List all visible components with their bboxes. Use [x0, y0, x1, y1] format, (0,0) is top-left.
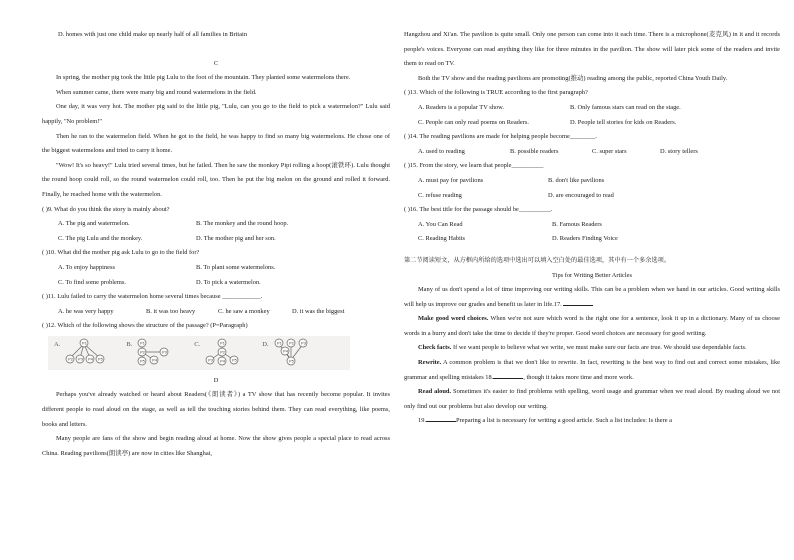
option[interactable]: A. You Can Read	[418, 220, 463, 228]
option[interactable]: B. The monkey and the round hoop.	[196, 220, 289, 228]
article-intro	[404, 283, 780, 312]
svg-text:P3: P3	[162, 349, 168, 355]
paragraph: "Wow! It's so heavy!" Lulu tried several times, but he failed. Then he saw the monkey Pipi rolling a hoop(滚铁环). Lulu thought the round hoop could roll, so the round watermelon could roll, too. Then he put the big melon on the ground and rolled it forward. Finally, he reached home with the watermelon.	[42, 161, 390, 198]
option[interactable]: C. To find some problems.	[58, 278, 126, 286]
option[interactable]: D. story tellers	[660, 147, 698, 155]
paragraph: When summer came, there were many big and round watermelons in the field.	[56, 88, 257, 96]
svg-text:P3: P3	[300, 340, 306, 346]
left-column	[42, 28, 390, 461]
structure-diagrams	[48, 336, 350, 370]
svg-text:P2: P2	[68, 356, 74, 362]
question-11-options	[58, 305, 390, 320]
svg-text:P5: P5	[140, 358, 146, 364]
paragraph: In spring, the mother pig took the little pig Lulu to the foot of the mountain. They planted some watermelons there.	[56, 74, 351, 82]
question-16-options	[418, 218, 780, 233]
option-label: B.	[126, 340, 133, 348]
svg-text:P5: P5	[288, 358, 294, 364]
svg-text:P5: P5	[98, 356, 104, 362]
option[interactable]: C. super stars	[592, 147, 627, 155]
option[interactable]: A. Readers is a popular TV show.	[418, 103, 504, 111]
tip-heading: Read aloud.	[418, 388, 452, 396]
svg-text:P1: P1	[220, 340, 226, 346]
article-tip	[404, 385, 780, 414]
tip-text: , though it takes more time and more work.	[523, 373, 634, 381]
tip-text: Sometimes it's easier to find problems with spelling, word usage and grammar when we read aloud. By reading aloud we not only find out our problems but also develop our writing.	[404, 388, 780, 410]
option[interactable]: B. don't like pavilions	[548, 176, 605, 184]
diagram-option-d[interactable]	[262, 338, 310, 366]
paragraph: One day, it was very hot. The mother pig said to the little pig, "Lulu, can you go to the field to pick a watermelon?" Lulu said happily, "No problem!"	[42, 103, 390, 125]
section-c-letter: C	[213, 59, 219, 67]
question-9-options	[58, 217, 390, 232]
right-column	[404, 28, 780, 429]
question-13: ( )13. Which of the following is TRUE according to the first paragraph?	[404, 89, 588, 97]
option[interactable]: A. The pig and watermelon.	[58, 220, 130, 228]
question-15: ( )15. From the story, we learn that people__________	[404, 162, 544, 170]
tip-text: Preparing a list is necessary for writing a good article. Such a list includes: Is there a	[456, 417, 672, 425]
svg-text:P1: P1	[140, 340, 146, 346]
svg-text:P3: P3	[78, 356, 84, 362]
svg-text:P4: P4	[220, 358, 226, 364]
svg-text:P4: P4	[88, 356, 94, 362]
option[interactable]: D. People tell stories for kids on Readers.	[570, 118, 677, 126]
option[interactable]: A. To enjoy happiness	[58, 263, 115, 271]
question-12: ( )12. Which of the following shows the structure of the passage? (P=Paragraph)	[42, 322, 248, 330]
question-10-options	[58, 276, 390, 291]
blank-17[interactable]	[563, 299, 593, 306]
option-label: A.	[54, 340, 61, 348]
structure-tree-d-icon	[271, 338, 311, 366]
question-10: ( )10. What did the mother pig ask Lulu to go to the field for?	[42, 249, 200, 257]
diagram-option-c[interactable]	[194, 338, 242, 366]
option[interactable]: B. it was too heavy	[146, 307, 196, 315]
question-13-options	[418, 116, 780, 131]
question-15-options	[418, 174, 780, 189]
svg-text:P3: P3	[208, 357, 214, 363]
option[interactable]: B. possible readers	[510, 147, 559, 155]
svg-text:P1: P1	[82, 340, 88, 346]
question-13-options	[418, 101, 780, 116]
option[interactable]: C. The pig Lulu and the monkey.	[58, 234, 143, 242]
paragraph: Many people are fans of the show and begin reading aloud at home. Now the show gives people a special place to read across China. Reading pavilions(朗读亭) are now in cities like Shanghai,	[42, 435, 390, 457]
option[interactable]: A. he was very happy	[58, 307, 114, 315]
svg-text:P5: P5	[232, 357, 238, 363]
tip-text: A common problem is that we don't like to rewrite. In fact, rewriting is the best way to find out and correct some mistakes, like grammar and spelling mistakes 18.	[404, 359, 780, 381]
paragraph: Perhaps you've already watched or heard about Readers(《朗读者》) a TV show that has recently become popular. It invites different people to read aloud on the stage, as well as tell the touching stories behind them. They can read everything, like poems, books and letters.	[42, 391, 390, 428]
tip-heading: Make good word choices.	[418, 315, 489, 323]
option[interactable]: C. he saw a monkey	[218, 307, 270, 315]
option[interactable]: C. refuse reading	[418, 191, 462, 199]
svg-text:P2: P2	[220, 349, 226, 355]
diagram-option-b[interactable]	[126, 338, 174, 366]
option[interactable]: C. Reading Habits	[418, 235, 466, 243]
option-label: C.	[194, 340, 201, 348]
svg-text:P4: P4	[152, 357, 158, 363]
article-title: Tips for Writing Better Articles	[552, 271, 632, 279]
question-15-options	[418, 189, 780, 204]
paragraph: Hangzhou and Xi'an. The pavilion is quite small. Only one person can come into it each time. There is a microphone(麦克风) in it and it records people's voices. Everyone can read anything they like for three minutes in the pavilion. The show will later pick some of the readers and invite them to read on TV.	[404, 31, 780, 68]
question-16: ( )16. The best title for the passage should be__________.	[404, 206, 553, 214]
option[interactable]: B. To plant some watermelons.	[196, 263, 276, 271]
option[interactable]: D. To pick a watermelon.	[196, 278, 261, 286]
option[interactable]: B. Famous Readers	[552, 220, 602, 228]
tip-heading: Rewrite.	[418, 359, 442, 367]
paragraph-text: Many of us don't spend a lot of time improving our writing skills. This can be a problem when we hand in our articles. Good writing skills will help us improve our grades and benefit us later in life.17.	[404, 286, 780, 308]
tip-text: If we want people to believe what we write, we must make sure our facts are true. We should use dependable facts.	[451, 344, 747, 352]
question-14-options	[418, 145, 780, 160]
option[interactable]: D. Readers Finding Voice	[552, 235, 618, 243]
article-tip	[404, 312, 780, 341]
article-tip	[404, 356, 780, 385]
option-label: D.	[262, 340, 269, 348]
option[interactable]: C. People can only read poems on Readers.	[418, 118, 529, 126]
section-d-letter: D	[213, 376, 219, 384]
tip-text: When we're not sure which word is the right one for a sentence, look it up in a dictionary. Many of us choose words in a hurry and don't take the time to decide if they're proper. Good word choices are necessary for good writing.	[404, 315, 780, 337]
blank-18[interactable]	[493, 372, 523, 379]
svg-text:P1: P1	[276, 340, 282, 346]
option[interactable]: B. Only famous stars can read on the stage.	[570, 103, 681, 111]
structure-tree-b-icon	[134, 338, 174, 366]
question-11: ( )11. Lulu failed to carry the watermelon home several times because ____________.	[42, 293, 263, 301]
svg-text:P4: P4	[282, 348, 288, 354]
option[interactable]: A. used to reading	[418, 147, 465, 155]
article-tip	[404, 414, 780, 429]
paragraph: Both the TV show and the reading pavilions are promoting(推动) reading among the public, reported China Youth Daily.	[418, 74, 728, 82]
tip-heading: Check facts.	[418, 344, 452, 352]
structure-tree-a-icon	[62, 338, 106, 366]
article-tip	[404, 341, 780, 356]
diagram-option-a[interactable]	[54, 338, 106, 366]
structure-tree-c-icon	[202, 338, 242, 366]
option[interactable]: D. The mother pig and her son.	[196, 234, 276, 242]
question-16-options	[418, 232, 780, 247]
section-2-instruction: 第二节阅读短文，从方框内所给的选项中选出可以填入空白处的最佳选项，其中有一个多余选项。	[404, 256, 671, 264]
option-d-previous: D. homes with just one child make up nearly half of all families in Britain	[58, 31, 248, 38]
blank-number: 19.	[418, 417, 426, 425]
svg-text:P2: P2	[140, 349, 146, 355]
question-10-options	[58, 261, 390, 276]
question-9: ( )9. What do you think the story is mainly about?	[42, 205, 170, 213]
option[interactable]: D. it was the biggest	[292, 307, 345, 315]
option[interactable]: D. are encouraged to read	[548, 191, 614, 199]
blank-19[interactable]	[426, 415, 456, 422]
question-9-options	[58, 232, 390, 247]
option[interactable]: A. must pay for pavilions	[418, 176, 484, 184]
question-14: ( )14. The reading pavilions are made for helping people become________.	[404, 133, 597, 141]
svg-text:P2: P2	[288, 340, 294, 346]
paragraph: Then he ran to the watermelon field. When he got to the field, he was happy to find so many big watermelons. He chose one of the biggest watermelons and tried to carry it home.	[42, 132, 390, 155]
